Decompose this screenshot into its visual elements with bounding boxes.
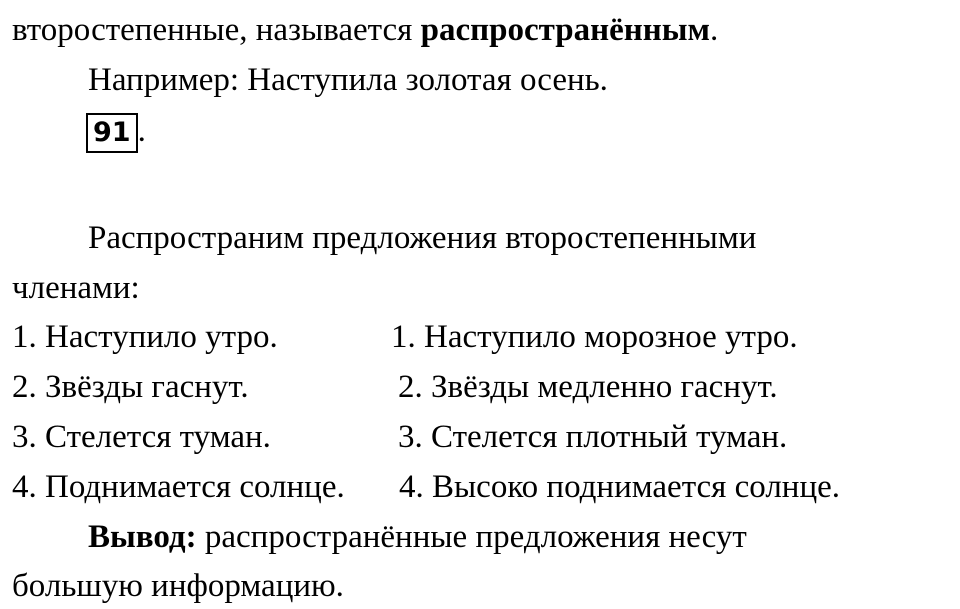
conclusion-text: распространённые предложения несут [196, 519, 747, 555]
task-number-block [86, 113, 146, 153]
sentence-pair-1-right: 1. Наступило морозное утро. [391, 319, 798, 355]
conclusion-line-2: большую информацию. [12, 568, 344, 604]
intro-line-2: членами: [12, 270, 140, 306]
intro-line-1: Распространим предложения второстепенными [88, 220, 757, 256]
sentence-pair-4-left: 4. Поднимается солнце. [12, 469, 345, 505]
task-number-dot: . [137, 113, 146, 149]
sentence-pair-2-left: 2. Звёзды гаснут. [12, 369, 249, 405]
sentence-pair-3-left: 3. Стелется туман. [12, 419, 271, 455]
definition-term: распространённым [420, 12, 711, 48]
conclusion-line [88, 521, 747, 554]
task-number-box: 91 [86, 113, 138, 153]
example-line: Например: Наступила золотая осень. [88, 62, 608, 98]
definition-text: второстепенные, называется [12, 12, 421, 48]
definition-line [12, 14, 718, 47]
sentence-pair-3-right: 3. Стелется плотный туман. [398, 419, 788, 455]
conclusion-label: Вывод: [88, 519, 197, 555]
sentence-pair-2-right: 2. Звёзды медленно гаснут. [398, 369, 778, 405]
sentence-pair-4-right: 4. Высоко поднимается солнце. [399, 469, 841, 505]
sentence-pair-1-left: 1. Наступило утро. [12, 319, 278, 355]
definition-period: . [710, 12, 719, 48]
